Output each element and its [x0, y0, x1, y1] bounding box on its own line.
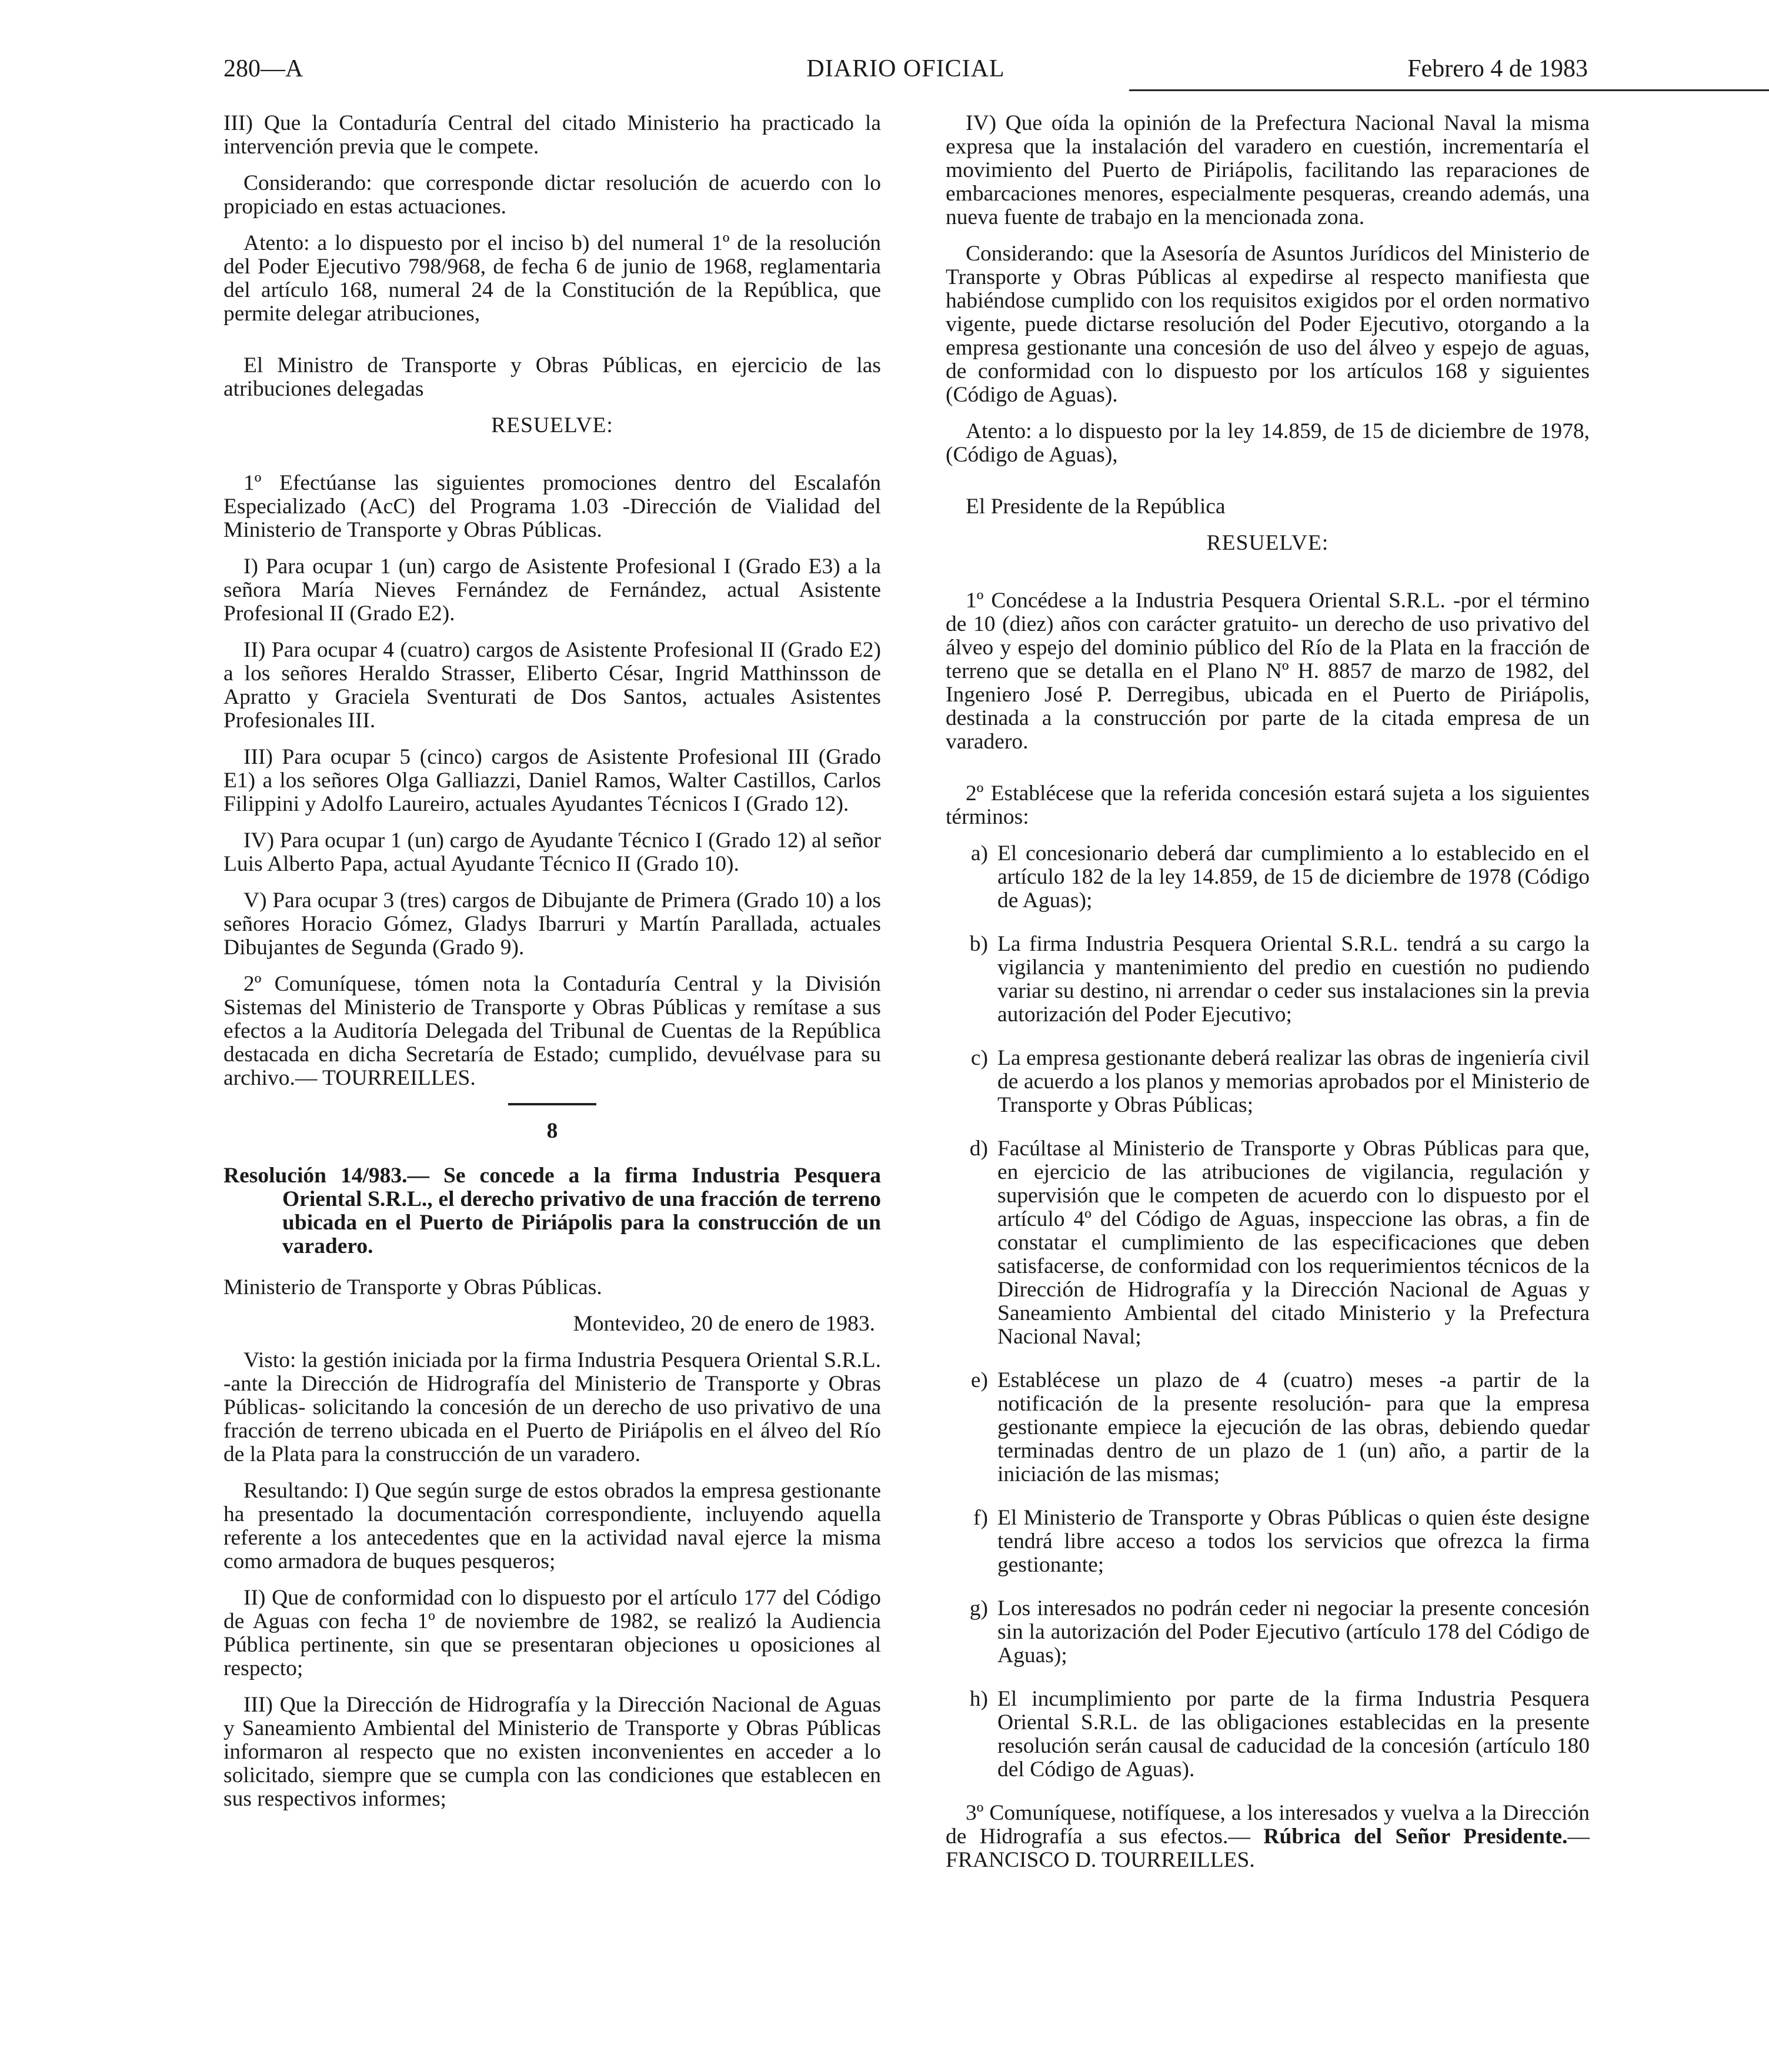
- item-label: c): [970, 1046, 988, 1070]
- paragraph: Atento: a lo dispuesto por la ley 14.859, de 15 de diciembre de 1978, (Código de Aguas),: [946, 419, 1590, 467]
- list-item: [957, 933, 1590, 1027]
- paragraph: Considerando: que la Asesoría de Asuntos Jurídicos del Ministerio de Transporte y Obras Públicas al expedirse al respecto manifiesta que habiéndose cumplido con los requisitos exigidos por el orden normativo vigente, puede dictarse resolución del Poder Ejecutivo, otorgando a la empresa gestionante una concesión de uso del álveo y espejo de aguas, de conformidad con lo dispuesto por los artículos 168 y siguientes (Código de Aguas).: [946, 242, 1590, 407]
- paragraph: 2º Comuníquese, tómen nota la Contaduría Central y la División Sistemas del Ministerio de Transporte y Obras Públicas y remítase a sus efectos a la Auditoría Delegada del Tribunal de Cuentas de la República destacada en dicha Secretaría de Estado; cumplido, devuélvase para su archivo.— TOURREILLES.: [223, 972, 881, 1090]
- item-text: El concesionario deberá dar cumplimiento a lo establecido en el artículo 182 de la ley 14.859, de 15 de diciembre de 1978 (Código de Aguas);: [997, 841, 1590, 913]
- resuelve-heading: RESUELVE:: [1206, 531, 1329, 555]
- list-item: [957, 1506, 1590, 1577]
- item-label: d): [969, 1137, 988, 1161]
- paragraph: V) Para ocupar 3 (tres) cargos de Dibujante de Primera (Grado 10) a los señores Horacio Gómez, Gladys Ibarruri y Martín Parallada, actuales Dibujantes de Segunda (Grado 9).: [223, 888, 881, 960]
- paragraph: III) Para ocupar 5 (cinco) cargos de Asistente Profesional III (Grado E1) a los señores Olga Galliazzi, Daniel Ramos, Walter Castillos, Carlos Filippini y Adolfo Laureiro, actuales Ayudantes Técnicos I (Grado 12).: [223, 745, 881, 816]
- paragraph: II) Que de conformidad con lo dispuesto por el artículo 177 del Código de Aguas con fecha 1º de noviembre de 1982, se realizó la Audiencia Pública pertinente, sin que se presentaran objeciones u oposiciones al respecto;: [223, 1586, 881, 1680]
- item-label: a): [970, 841, 988, 865]
- item-label: g): [969, 1596, 988, 1620]
- resolution-title: Resolución 14/983.— Se concede a la firma Industria Pesquera Oriental S.R.L., el derecho privativo de una fracción de terreno ubicada en el Puerto de Piriápolis para la construcción de un varadero.: [223, 1164, 881, 1258]
- item-text: Facúltase al Ministerio de Transporte y Obras Públicas para que, en ejercicio de las atribuciones de vigilancia, regulación y supervisión que le competen de acuerdo con lo dispuesto por el artículo 4º del Código de Aguas, inspeccione las obras, a fin de constatar el cumplimiento de las especificaciones que deben satisfacerse, de conformidad con los requerimientos técnicos de la Dirección de Hidrografía y la Dirección Nacional de Aguas y Saneamiento Ambiental del citado Ministerio y la Prefectura Nacional Naval;: [997, 1137, 1590, 1349]
- item-text: Establécese un plazo de 4 (cuatro) meses -a partir de la notificación de la presente resolución- para que la empresa gestionante empiece la ejecución de las obras, debiendo quedar terminadas dentro de un plazo de 1 (un) año, a partir de la iniciación de las mismas;: [997, 1368, 1590, 1486]
- paragraph: II) Para ocupar 4 (cuatro) cargos de Asistente Profesional II (Grado E2) a los señores Heraldo Strasser, Eliberto César, Ingrid Matthinsson de Apratto y Graciela Sventurati de Dos Santos, actuales Asistentes Profesionales III.: [223, 638, 881, 733]
- item-text: Los interesados no podrán ceder ni negociar la presente concesión sin la autorización del Poder Ejecutivo (artículo 178 del Código de Aguas);: [997, 1596, 1590, 1667]
- right-column: [946, 112, 1590, 1885]
- paragraph: III) Que la Contaduría Central del citado Ministerio ha practicado la intervención previa que le compete.: [223, 111, 881, 159]
- header-rule: [1129, 89, 1769, 91]
- paragraph: 1º Concédese a la Industria Pesquera Oriental S.R.L. -por el término de 10 (diez) años con carácter gratuito- un derecho de uso privativo del álveo y espejo del dominio público del Río de la Plata en la fracción de terreno que se detalla en el Plano Nº H. 8857 de marzo de 1982, del Ingeniero José P. Derregibus, ubicada en el Puerto de Piriápolis, destinada a la construcción por parte de la citada empresa de un varadero.: [946, 589, 1590, 754]
- list-item: [957, 842, 1590, 913]
- section-separator: [508, 1103, 596, 1105]
- paragraph: IV) Que oída la opinión de la Prefectura Nacional Naval la misma expresa que la instalación del varadero en cuestión, incrementaría el movimiento del Puerto de Piriápolis, facilitando las reparaciones de embarcaciones menores, especialmente pesqueras, creando además, una nueva fuente de trabajo en la mencionada zona.: [946, 111, 1590, 229]
- place-date: Montevideo, 20 de enero de 1983.: [573, 1312, 875, 1336]
- ministry-line: Ministerio de Transporte y Obras Públicas.: [223, 1275, 602, 1299]
- closing-signature-bold: Rúbrica del Señor Presidente.: [1263, 1824, 1568, 1849]
- paragraph: 1º Efectúanse las siguientes promociones dentro del Escalafón Especializado (AcC) del Programa 1.03 -Dirección de Vialidad del Ministerio de Transporte y Obras Públicas.: [223, 471, 881, 542]
- publication-title: DIARIO OFICIAL: [806, 55, 1005, 82]
- closing-paragraph: [946, 1802, 1590, 1872]
- page-header: [223, 54, 1588, 95]
- list-item: [957, 1047, 1590, 1117]
- section-number: 8: [546, 1119, 558, 1143]
- paragraph: Considerando: que corresponde dictar resolución de acuerdo con lo propiciado en estas actuaciones.: [223, 171, 881, 219]
- item-text: El Ministerio de Transporte y Obras Públicas o quien éste designe tendrá libre acceso a todos los servicios que ofrezca la firma gestionante;: [997, 1506, 1590, 1577]
- closing-text: 3º Comuníquese, notifíquese, a los interesados y vuelva a la Dirección de Hidrografía a sus efectos.—: [946, 1801, 1590, 1849]
- paragraph: El Ministro de Transporte y Obras Públicas, en ejercicio de las atribuciones delegadas: [223, 353, 881, 401]
- item-label: b): [969, 932, 988, 956]
- terms-list: [946, 842, 1590, 1782]
- list-item: [957, 1687, 1590, 1782]
- paragraph: I) Para ocupar 1 (un) cargo de Asistente Profesional I (Grado E3) a la señora María Nieves Fernández de Fernández, actual Asistente Profesional II (Grado E2).: [223, 554, 881, 626]
- list-item: [957, 1597, 1590, 1667]
- paragraph: IV) Para ocupar 1 (un) cargo de Ayudante Técnico I (Grado 12) al señor Luis Alberto Papa, actual Ayudante Técnico II (Grado 10).: [223, 828, 881, 876]
- list-item: [957, 1137, 1590, 1349]
- list-item: [957, 1369, 1590, 1486]
- paragraph: Resultando: I) Que según surge de estos obrados la empresa gestionante ha presentado la documentación correspondiente, incluyendo aquella referente a los antecedentes que en la actividad naval ejerce la misma como armadora de buques pesqueros;: [223, 1479, 881, 1573]
- item-label: h): [969, 1687, 988, 1711]
- item-text: La firma Industria Pesquera Oriental S.R.L. tendrá a su cargo la vigilancia y mantenimiento del predio en cuestión no pudiendo variar su destino, ni arrendar o ceder sus instalaciones sin la previa autorización del Poder Ejecutivo;: [997, 932, 1590, 1027]
- page-number: 280—A: [223, 55, 303, 82]
- closing-signature: — FRANCISCO D. TOURREILLES.: [946, 1824, 1590, 1872]
- item-label: f): [973, 1506, 988, 1530]
- paragraph: Atento: a lo dispuesto por el inciso b) del numeral 1º de la resolución del Poder Ejecutivo 798/968, de fecha 6 de junio de 1968, reglamentaria del artículo 168, numeral 24 de la Constitución de la República, que permite delegar atribuciones,: [223, 231, 881, 326]
- item-text: El incumplimiento por parte de la firma Industria Pesquera Oriental S.R.L. de las obligaciones establecidas en la presente resolución serán causal de caducidad de la concesión (artículo 180 del Código de Aguas).: [997, 1687, 1590, 1782]
- paragraph: Visto: la gestión iniciada por la firma Industria Pesquera Oriental S.R.L. -ante la Dirección de Hidrografía del Ministerio de Transporte y Obras Públicas- solicitando la concesión de un derecho de uso privativo de una fracción de terreno ubicada en el Puerto de Piriápolis en el álveo del Río de la Plata para la construcción de un varadero.: [223, 1348, 881, 1466]
- resuelve-heading: RESUELVE:: [491, 413, 613, 437]
- publication-date: Febrero 4 de 1983: [1407, 55, 1588, 82]
- paragraph: El Presidente de la República: [966, 494, 1226, 519]
- item-text: La empresa gestionante deberá realizar las obras de ingeniería civil de acuerdo a los planos y memorias aprobados por el Ministerio de Transporte y Obras Públicas;: [997, 1046, 1590, 1117]
- paragraph: 2º Establécese que la referida concesión estará sujeta a los siguientes términos:: [946, 781, 1590, 829]
- left-column: [223, 112, 881, 1824]
- paragraph: III) Que la Dirección de Hidrografía y la Dirección Nacional de Aguas y Saneamiento Ambiental del Ministerio de Transporte y Obras Públicas informaron al respecto que no existen inconvenientes en acceder a lo solicitado, siempre que se cumpla con las condiciones que establecen en sus respectivos informes;: [223, 1693, 881, 1811]
- item-label: e): [970, 1368, 988, 1392]
